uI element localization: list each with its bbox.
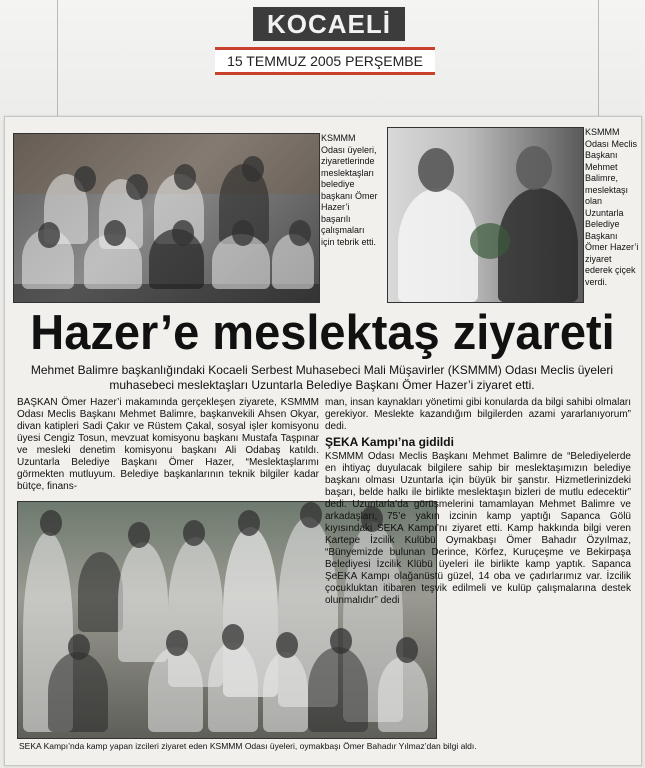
- article-body-column-2-continued: [325, 451, 631, 735]
- article-paragraph: KSMMM Odası Meclis Başkanı Mehmet Balimre de “Belediyelerde en ihtiyaç duyulacak bilgilere sahip bir meslektaşımızın belediye başkanı olması Uzuntarla için büyük bir şanstır. Hizmetlerinizdeki başarı, belde halkı ile birlikte meslektaşın bizleri de mutlu edecektir” dedi. Uzuntarla’da görüşmelerini tamamlayan Mehmet Balimre ve arkadaşları, 75’e yakın izcinin kamp yaptığı Sapanca Gölü kıyısındaki SEKA Kampı’nı ziyaret etti. Kamp hakkında bilgi veren Kartepe İzcilik Kulübü Oymakbaşı Ömer Bahadır Özyılmaz, “Bünyemizde bulunan Derince, Körfez, Kuruçeşme ve Bekirpaşa Belediyesi İzcilik Klübü üyeleri ile birlikte kamp yaptık. Sapanca ŞeEKA Kampı olağanüstü güzel, 14 oba ve çadırlarımız var. İzcilik çocukluktan itibaren teşvik edilmeli ve kulüp çalışmalarına destek olunmalıdır” dedi: [325, 451, 631, 606]
- article-lead: Mehmet Balimre başkanlığındaki Kocaeli Serbest Muhasebeci Mali Müşavirler (KSMMM) Odası Meclis üyeleri muhasebeci meslektaşları Uzuntarla Belediye Başkanı Ömer Hazer’i ziyaret etti.: [30, 363, 614, 392]
- column-guide-line: [57, 0, 58, 120]
- group-photo: [13, 133, 320, 303]
- article-body-column-1: [17, 397, 319, 493]
- flower-presentation-photo: [387, 127, 584, 303]
- flower-photo-caption: KSMMM Odası Meclis Başkanı Mehmet Balimre, meslektaşı olan Uzuntarla Belediye Başkanı Ömer Hazer’i ziyaret ederek çiçek verdi.: [585, 127, 639, 287]
- group-photo-caption: KSMMM Odası üyeleri, ziyaretlerinde meslektaşları belediye başkanı Ömer Hazer’i başarılı çalışmaları için tebrik etti.: [321, 133, 378, 247]
- article-clipping: [4, 116, 642, 766]
- issue-date: 15 TEMMUZ 2005 PERŞEMBE: [215, 47, 435, 75]
- article-paragraph: BAŞKAN Ömer Hazer’i makamında gerçekleşen ziyarete, KSMMM Odası Meclis Başkanı Mehmet Balimre, başkanvekili Ahsen Okyar, divan katipleri Sadi Çakır ve Rüstem Çakal, sosyal işler komisyonu üyesi Cengiz Tosun, mevzuat komisyonu başkanı Mustafa Taşpınar ve mesleki denetim komisyonu başkanı Ali Odabaş katıldı. Uzuntarla Belediye Başkanı Ömer Hazer, “Meslektaşlarımı görmekten mutluyum. Belediye başkanlarının teknik bilgiler kadar bütçe, finans-: [17, 397, 319, 492]
- section-subheading: ŞEKA Kampı’na gidildi: [325, 435, 454, 449]
- article-body-column-2: [325, 397, 631, 433]
- scout-photo-caption: SEKA Kampı’nda kamp yapan izcileri ziyaret eden KSMMM Odası üyeleri, oymakbaşı Ömer Bahadır Yılmaz’dan bilgi aldı.: [19, 741, 477, 751]
- newspaper-masthead: KOCAELİ: [253, 7, 405, 41]
- column-guide-line: [598, 0, 599, 120]
- article-headline: Hazer’e meslektaş ziyareti: [30, 303, 615, 360]
- article-paragraph: man, insan kaynakları yönetimi gibi konularda da bilgi sahibi olmaları gerekiyor. Meslekte kazandığım bilgilerden azami yararlanıyorum” dedi.: [325, 397, 631, 432]
